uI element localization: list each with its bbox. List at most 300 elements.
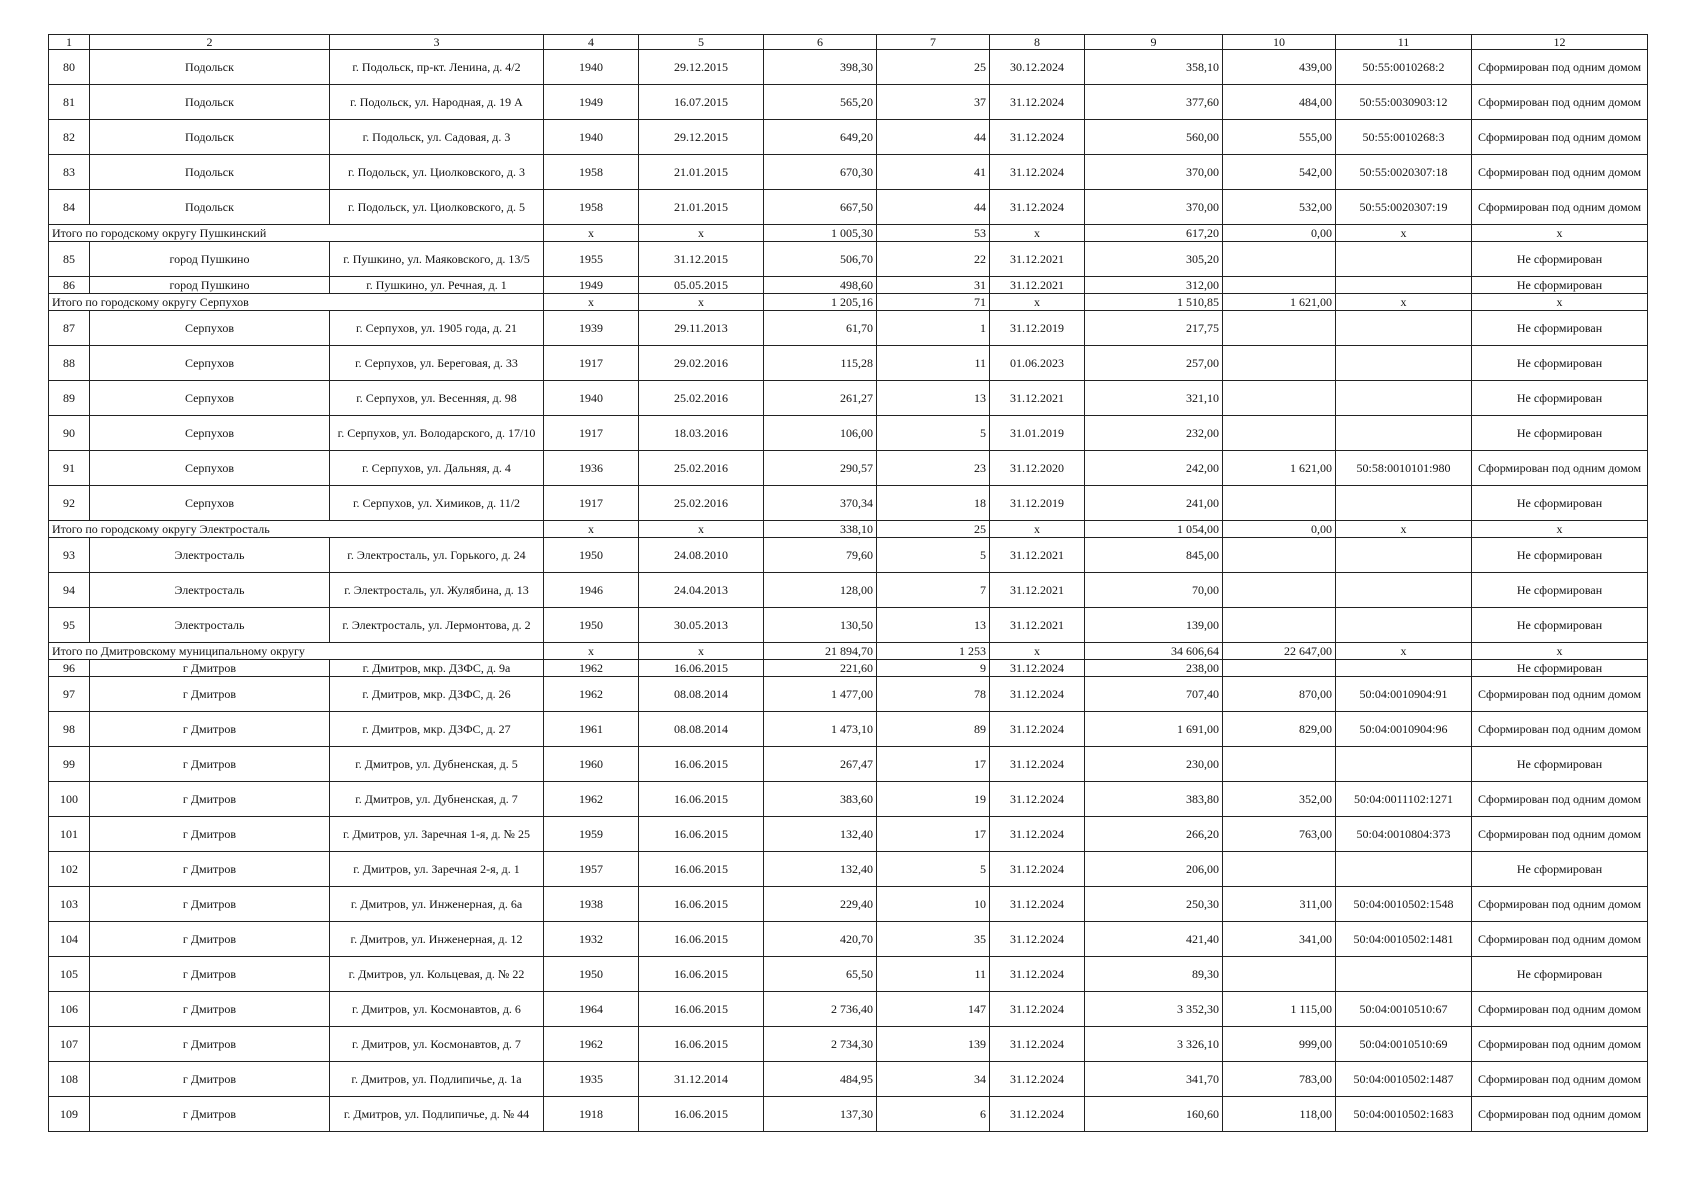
settlement-cell: город Пушкино bbox=[90, 242, 330, 277]
land-area-cell: 439,00 bbox=[1223, 50, 1336, 85]
address-cell: г. Электросталь, ул. Лермонтова, д. 2 bbox=[330, 608, 544, 643]
land-status-cell: Сформирован под одним домом bbox=[1472, 190, 1648, 225]
address-cell: г. Подольск, ул. Садовая, д. 3 bbox=[330, 120, 544, 155]
land-status-cell: Сформирован под одним домом bbox=[1472, 992, 1648, 1027]
occupied-area-cell: 257,00 bbox=[1085, 346, 1223, 381]
table-row bbox=[49, 277, 1648, 294]
subtotal-cell: 617,20 bbox=[1085, 225, 1223, 242]
date-recognized-cell: 31.12.2014 bbox=[639, 1062, 764, 1097]
subtotal-cell: х bbox=[1472, 521, 1648, 538]
address-cell: г. Серпухов, ул. 1905 года, д. 21 bbox=[330, 311, 544, 346]
address-cell: г. Дмитров, ул. Заречная 1-я, д. № 25 bbox=[330, 817, 544, 852]
settlement-cell: Серпухов bbox=[90, 486, 330, 521]
row-number-cell: 88 bbox=[49, 346, 90, 381]
date-recognized-cell: 16.06.2015 bbox=[639, 852, 764, 887]
build-year-cell: 1961 bbox=[544, 712, 639, 747]
cadastral-number-cell bbox=[1336, 538, 1472, 573]
row-number-cell: 83 bbox=[49, 155, 90, 190]
land-status-cell: Не сформирован bbox=[1472, 277, 1648, 294]
settlement-cell: Подольск bbox=[90, 155, 330, 190]
land-area-cell: 542,00 bbox=[1223, 155, 1336, 190]
land-status-cell: Сформирован под одним домом bbox=[1472, 887, 1648, 922]
land-status-cell: Не сформирован bbox=[1472, 381, 1648, 416]
land-status-cell: Не сформирован bbox=[1472, 311, 1648, 346]
cadastral-number-cell bbox=[1336, 747, 1472, 782]
subtotal-cell: 1 054,00 bbox=[1085, 521, 1223, 538]
settlement-cell: г Дмитров bbox=[90, 1097, 330, 1132]
address-cell: г. Дмитров, ул. Космонавтов, д. 6 bbox=[330, 992, 544, 1027]
column-number-cell: 7 bbox=[877, 35, 990, 50]
address-cell: г. Подольск, пр-кт. Ленина, д. 4/2 bbox=[330, 50, 544, 85]
address-cell: г. Пушкино, ул. Маяковского, д. 13/5 bbox=[330, 242, 544, 277]
resettle-date-cell: 31.12.2024 bbox=[990, 922, 1085, 957]
subtotal-row bbox=[49, 225, 1648, 242]
table-row bbox=[49, 1027, 1648, 1062]
land-area-cell bbox=[1223, 747, 1336, 782]
cadastral-number-cell: 50:04:0010510:67 bbox=[1336, 992, 1472, 1027]
settlement-cell: г Дмитров bbox=[90, 712, 330, 747]
table-row bbox=[49, 747, 1648, 782]
build-year-cell: 1950 bbox=[544, 957, 639, 992]
land-status-cell: Сформирован под одним домом bbox=[1472, 1097, 1648, 1132]
occupied-area-cell: 139,00 bbox=[1085, 608, 1223, 643]
subtotal-cell: х bbox=[1336, 521, 1472, 538]
settlement-cell: г Дмитров bbox=[90, 887, 330, 922]
residents-cell: 34 bbox=[877, 1062, 990, 1097]
build-year-cell: 1940 bbox=[544, 381, 639, 416]
resettle-date-cell: 31.12.2024 bbox=[990, 190, 1085, 225]
table-row bbox=[49, 346, 1648, 381]
occupied-area-cell: 305,20 bbox=[1085, 242, 1223, 277]
land-status-cell: Сформирован под одним домом bbox=[1472, 1027, 1648, 1062]
area-cell: 398,30 bbox=[764, 50, 877, 85]
area-cell: 261,27 bbox=[764, 381, 877, 416]
row-number-cell: 92 bbox=[49, 486, 90, 521]
address-cell: г. Дмитров, мкр. ДЗФС, д. 9а bbox=[330, 660, 544, 677]
area-cell: 221,60 bbox=[764, 660, 877, 677]
land-area-cell bbox=[1223, 486, 1336, 521]
occupied-area-cell: 370,00 bbox=[1085, 155, 1223, 190]
occupied-area-cell: 232,00 bbox=[1085, 416, 1223, 451]
land-status-cell: Сформирован под одним домом bbox=[1472, 85, 1648, 120]
settlement-cell: Подольск bbox=[90, 85, 330, 120]
residents-cell: 1 bbox=[877, 311, 990, 346]
land-area-cell: 1 115,00 bbox=[1223, 992, 1336, 1027]
land-area-cell: 870,00 bbox=[1223, 677, 1336, 712]
resettle-date-cell: 31.12.2024 bbox=[990, 817, 1085, 852]
cadastral-number-cell bbox=[1336, 957, 1472, 992]
area-cell: 267,47 bbox=[764, 747, 877, 782]
column-number-cell: 2 bbox=[90, 35, 330, 50]
resettle-date-cell: 31.12.2024 bbox=[990, 957, 1085, 992]
date-recognized-cell: 29.12.2015 bbox=[639, 50, 764, 85]
settlement-cell: Подольск bbox=[90, 120, 330, 155]
land-area-cell bbox=[1223, 573, 1336, 608]
land-status-cell: Не сформирован bbox=[1472, 346, 1648, 381]
occupied-area-cell: 160,60 bbox=[1085, 1097, 1223, 1132]
residents-cell: 23 bbox=[877, 451, 990, 486]
table-row bbox=[49, 782, 1648, 817]
settlement-cell: Серпухов bbox=[90, 416, 330, 451]
resettle-date-cell: 31.12.2024 bbox=[990, 852, 1085, 887]
resettle-date-cell: 31.12.2024 bbox=[990, 1027, 1085, 1062]
land-status-cell: Сформирован под одним домом bbox=[1472, 50, 1648, 85]
land-status-cell: Не сформирован bbox=[1472, 852, 1648, 887]
residents-cell: 7 bbox=[877, 573, 990, 608]
table-row bbox=[49, 85, 1648, 120]
row-number-cell: 106 bbox=[49, 992, 90, 1027]
table-row bbox=[49, 1062, 1648, 1097]
land-area-cell: 352,00 bbox=[1223, 782, 1336, 817]
address-cell: г. Дмитров, мкр. ДЗФС, д. 26 bbox=[330, 677, 544, 712]
settlement-cell: г Дмитров bbox=[90, 1062, 330, 1097]
address-cell: г. Серпухов, ул. Володарского, д. 17/10 bbox=[330, 416, 544, 451]
build-year-cell: 1960 bbox=[544, 747, 639, 782]
column-number-cell: 12 bbox=[1472, 35, 1648, 50]
address-cell: г. Дмитров, ул. Инженерная, д. 12 bbox=[330, 922, 544, 957]
area-cell: 115,28 bbox=[764, 346, 877, 381]
table-row bbox=[49, 190, 1648, 225]
occupied-area-cell: 377,60 bbox=[1085, 85, 1223, 120]
subtotal-cell: х bbox=[544, 521, 639, 538]
column-number-cell: 9 bbox=[1085, 35, 1223, 50]
table-row bbox=[49, 486, 1648, 521]
area-cell: 290,57 bbox=[764, 451, 877, 486]
date-recognized-cell: 25.02.2016 bbox=[639, 486, 764, 521]
subtotal-cell: х bbox=[990, 521, 1085, 538]
address-cell: г. Дмитров, ул. Космонавтов, д. 7 bbox=[330, 1027, 544, 1062]
row-number-cell: 108 bbox=[49, 1062, 90, 1097]
land-area-cell bbox=[1223, 311, 1336, 346]
row-number-cell: 102 bbox=[49, 852, 90, 887]
cadastral-number-cell: 50:04:0010904:96 bbox=[1336, 712, 1472, 747]
land-status-cell: Не сформирован bbox=[1472, 416, 1648, 451]
land-area-cell bbox=[1223, 277, 1336, 294]
occupied-area-cell: 312,00 bbox=[1085, 277, 1223, 294]
settlement-cell: Серпухов bbox=[90, 381, 330, 416]
row-number-cell: 103 bbox=[49, 887, 90, 922]
occupied-area-cell: 845,00 bbox=[1085, 538, 1223, 573]
resettle-date-cell: 31.12.2019 bbox=[990, 486, 1085, 521]
area-cell: 65,50 bbox=[764, 957, 877, 992]
date-recognized-cell: 16.06.2015 bbox=[639, 992, 764, 1027]
land-status-cell: Сформирован под одним домом bbox=[1472, 817, 1648, 852]
address-cell: г. Подольск, ул. Народная, д. 19 А bbox=[330, 85, 544, 120]
settlement-cell: г Дмитров bbox=[90, 817, 330, 852]
build-year-cell: 1950 bbox=[544, 608, 639, 643]
subtotal-cell: 1 253 bbox=[877, 643, 990, 660]
resettle-date-cell: 31.12.2024 bbox=[990, 120, 1085, 155]
address-cell: г. Дмитров, ул. Кольцевая, д. № 22 bbox=[330, 957, 544, 992]
cadastral-number-cell: 50:55:0010268:3 bbox=[1336, 120, 1472, 155]
row-number-cell: 80 bbox=[49, 50, 90, 85]
settlement-cell: г Дмитров bbox=[90, 747, 330, 782]
area-cell: 370,34 bbox=[764, 486, 877, 521]
build-year-cell: 1936 bbox=[544, 451, 639, 486]
resettle-date-cell: 31.12.2021 bbox=[990, 573, 1085, 608]
settlement-cell: Электросталь bbox=[90, 573, 330, 608]
subtotal-cell: х bbox=[1336, 643, 1472, 660]
area-cell: 132,40 bbox=[764, 817, 877, 852]
area-cell: 565,20 bbox=[764, 85, 877, 120]
land-status-cell: Не сформирован bbox=[1472, 660, 1648, 677]
subtotal-row bbox=[49, 294, 1648, 311]
row-number-cell: 107 bbox=[49, 1027, 90, 1062]
build-year-cell: 1958 bbox=[544, 190, 639, 225]
subtotal-label: Итого по городскому округу Электросталь bbox=[49, 521, 544, 538]
row-number-cell: 85 bbox=[49, 242, 90, 277]
date-recognized-cell: 21.01.2015 bbox=[639, 155, 764, 190]
residents-cell: 78 bbox=[877, 677, 990, 712]
row-number-cell: 91 bbox=[49, 451, 90, 486]
settlement-cell: г Дмитров bbox=[90, 852, 330, 887]
date-recognized-cell: 29.02.2016 bbox=[639, 346, 764, 381]
land-status-cell: Сформирован под одним домом bbox=[1472, 155, 1648, 190]
residents-cell: 25 bbox=[877, 50, 990, 85]
resettle-date-cell: 31.12.2024 bbox=[990, 782, 1085, 817]
subtotal-cell: х bbox=[990, 643, 1085, 660]
residents-cell: 37 bbox=[877, 85, 990, 120]
residents-cell: 35 bbox=[877, 922, 990, 957]
resettle-date-cell: 31.12.2024 bbox=[990, 1097, 1085, 1132]
subtotal-cell: х bbox=[639, 521, 764, 538]
build-year-cell: 1962 bbox=[544, 677, 639, 712]
cadastral-number-cell: 50:04:0010904:91 bbox=[1336, 677, 1472, 712]
cadastral-number-cell: 50:04:0010502:1683 bbox=[1336, 1097, 1472, 1132]
land-status-cell: Сформирован под одним домом bbox=[1472, 120, 1648, 155]
land-status-cell: Сформирован под одним домом bbox=[1472, 451, 1648, 486]
table-row bbox=[49, 50, 1648, 85]
resettle-date-cell: 01.06.2023 bbox=[990, 346, 1085, 381]
area-cell: 1 473,10 bbox=[764, 712, 877, 747]
address-cell: г. Серпухов, ул. Весенняя, д. 98 bbox=[330, 381, 544, 416]
resettle-date-cell: 31.12.2021 bbox=[990, 242, 1085, 277]
occupied-area-cell: 358,10 bbox=[1085, 50, 1223, 85]
build-year-cell: 1939 bbox=[544, 311, 639, 346]
subtotal-cell: 0,00 bbox=[1223, 225, 1336, 242]
area-cell: 1 477,00 bbox=[764, 677, 877, 712]
land-area-cell: 118,00 bbox=[1223, 1097, 1336, 1132]
build-year-cell: 1932 bbox=[544, 922, 639, 957]
build-year-cell: 1940 bbox=[544, 120, 639, 155]
subtotal-cell: х bbox=[1472, 225, 1648, 242]
cadastral-number-cell: 50:58:0010101:980 bbox=[1336, 451, 1472, 486]
cadastral-number-cell bbox=[1336, 242, 1472, 277]
settlement-cell: Серпухов bbox=[90, 311, 330, 346]
occupied-area-cell: 70,00 bbox=[1085, 573, 1223, 608]
land-status-cell: Сформирован под одним домом bbox=[1472, 712, 1648, 747]
row-number-cell: 99 bbox=[49, 747, 90, 782]
cadastral-number-cell: 50:55:0010268:2 bbox=[1336, 50, 1472, 85]
table-row bbox=[49, 120, 1648, 155]
subtotal-cell: х bbox=[990, 225, 1085, 242]
column-number-cell: 5 bbox=[639, 35, 764, 50]
land-status-cell: Не сформирован bbox=[1472, 608, 1648, 643]
row-number-cell: 96 bbox=[49, 660, 90, 677]
settlement-cell: г Дмитров bbox=[90, 660, 330, 677]
occupied-area-cell: 266,20 bbox=[1085, 817, 1223, 852]
build-year-cell: 1958 bbox=[544, 155, 639, 190]
date-recognized-cell: 08.08.2014 bbox=[639, 712, 764, 747]
subtotal-cell: х bbox=[639, 643, 764, 660]
subtotal-cell: 1 005,30 bbox=[764, 225, 877, 242]
residents-cell: 13 bbox=[877, 381, 990, 416]
table-row bbox=[49, 155, 1648, 190]
area-cell: 137,30 bbox=[764, 1097, 877, 1132]
date-recognized-cell: 16.06.2015 bbox=[639, 887, 764, 922]
resettle-date-cell: 31.12.2021 bbox=[990, 538, 1085, 573]
address-cell: г. Пушкино, ул. Речная, д. 1 bbox=[330, 277, 544, 294]
address-cell: г. Подольск, ул. Циолковского, д. 3 bbox=[330, 155, 544, 190]
area-cell: 2 736,40 bbox=[764, 992, 877, 1027]
settlement-cell: г Дмитров bbox=[90, 1027, 330, 1062]
land-area-cell bbox=[1223, 852, 1336, 887]
table-row bbox=[49, 451, 1648, 486]
area-cell: 79,60 bbox=[764, 538, 877, 573]
row-number-cell: 95 bbox=[49, 608, 90, 643]
row-number-cell: 100 bbox=[49, 782, 90, 817]
date-recognized-cell: 16.06.2015 bbox=[639, 817, 764, 852]
build-year-cell: 1949 bbox=[544, 277, 639, 294]
settlement-cell: Серпухов bbox=[90, 346, 330, 381]
cadastral-number-cell: 50:04:0010502:1481 bbox=[1336, 922, 1472, 957]
cadastral-number-cell: 50:04:0011102:1271 bbox=[1336, 782, 1472, 817]
table-row bbox=[49, 573, 1648, 608]
residents-cell: 5 bbox=[877, 538, 990, 573]
occupied-area-cell: 1 691,00 bbox=[1085, 712, 1223, 747]
resettle-date-cell: 31.12.2024 bbox=[990, 85, 1085, 120]
table-row bbox=[49, 677, 1648, 712]
table-row bbox=[49, 660, 1648, 677]
settlement-cell: Подольск bbox=[90, 50, 330, 85]
residents-cell: 89 bbox=[877, 712, 990, 747]
cadastral-number-cell bbox=[1336, 277, 1472, 294]
occupied-area-cell: 321,10 bbox=[1085, 381, 1223, 416]
build-year-cell: 1935 bbox=[544, 1062, 639, 1097]
residents-cell: 5 bbox=[877, 852, 990, 887]
build-year-cell: 1917 bbox=[544, 346, 639, 381]
subtotal-cell: 338,10 bbox=[764, 521, 877, 538]
land-area-cell bbox=[1223, 346, 1336, 381]
resettle-date-cell: 31.12.2021 bbox=[990, 608, 1085, 643]
residents-cell: 13 bbox=[877, 608, 990, 643]
area-cell: 383,60 bbox=[764, 782, 877, 817]
row-number-cell: 86 bbox=[49, 277, 90, 294]
register-table bbox=[48, 34, 1648, 1132]
subtotal-cell: 21 894,70 bbox=[764, 643, 877, 660]
resettle-date-cell: 31.12.2024 bbox=[990, 712, 1085, 747]
build-year-cell: 1959 bbox=[544, 817, 639, 852]
settlement-cell: г Дмитров bbox=[90, 782, 330, 817]
area-cell: 670,30 bbox=[764, 155, 877, 190]
address-cell: г. Серпухов, ул. Химиков, д. 11/2 bbox=[330, 486, 544, 521]
address-cell: г. Электросталь, ул. Жулябина, д. 13 bbox=[330, 573, 544, 608]
residents-cell: 17 bbox=[877, 817, 990, 852]
subtotal-cell: х bbox=[990, 294, 1085, 311]
occupied-area-cell: 238,00 bbox=[1085, 660, 1223, 677]
area-cell: 132,40 bbox=[764, 852, 877, 887]
residents-cell: 44 bbox=[877, 120, 990, 155]
date-recognized-cell: 31.12.2015 bbox=[639, 242, 764, 277]
area-cell: 61,70 bbox=[764, 311, 877, 346]
subtotal-cell: х bbox=[1336, 225, 1472, 242]
residents-cell: 10 bbox=[877, 887, 990, 922]
resettle-date-cell: 31.12.2024 bbox=[990, 887, 1085, 922]
row-number-cell: 81 bbox=[49, 85, 90, 120]
land-status-cell: Сформирован под одним домом bbox=[1472, 1062, 1648, 1097]
cadastral-number-cell bbox=[1336, 608, 1472, 643]
subtotal-cell: х bbox=[544, 294, 639, 311]
date-recognized-cell: 16.06.2015 bbox=[639, 660, 764, 677]
date-recognized-cell: 05.05.2015 bbox=[639, 277, 764, 294]
build-year-cell: 1940 bbox=[544, 50, 639, 85]
date-recognized-cell: 30.05.2013 bbox=[639, 608, 764, 643]
build-year-cell: 1917 bbox=[544, 416, 639, 451]
land-status-cell: Не сформирован bbox=[1472, 573, 1648, 608]
area-cell: 106,00 bbox=[764, 416, 877, 451]
area-cell: 229,40 bbox=[764, 887, 877, 922]
resettle-date-cell: 31.12.2019 bbox=[990, 311, 1085, 346]
occupied-area-cell: 3 326,10 bbox=[1085, 1027, 1223, 1062]
resettle-date-cell: 31.12.2024 bbox=[990, 155, 1085, 190]
residents-cell: 6 bbox=[877, 1097, 990, 1132]
occupied-area-cell: 242,00 bbox=[1085, 451, 1223, 486]
table-row bbox=[49, 992, 1648, 1027]
resettle-date-cell: 31.12.2024 bbox=[990, 677, 1085, 712]
cadastral-number-cell: 50:04:0010804:373 bbox=[1336, 817, 1472, 852]
land-status-cell: Сформирован под одним домом bbox=[1472, 922, 1648, 957]
date-recognized-cell: 21.01.2015 bbox=[639, 190, 764, 225]
cadastral-number-cell: 50:55:0030903:12 bbox=[1336, 85, 1472, 120]
subtotal-label: Итого по городскому округу Серпухов bbox=[49, 294, 544, 311]
area-cell: 498,60 bbox=[764, 277, 877, 294]
address-cell: г. Дмитров, мкр. ДЗФС, д. 27 bbox=[330, 712, 544, 747]
occupied-area-cell: 206,00 bbox=[1085, 852, 1223, 887]
area-cell: 128,00 bbox=[764, 573, 877, 608]
resettle-date-cell: 31.12.2024 bbox=[990, 1062, 1085, 1097]
cadastral-number-cell: 50:04:0010510:69 bbox=[1336, 1027, 1472, 1062]
subtotal-cell: 1 205,16 bbox=[764, 294, 877, 311]
area-cell: 649,20 bbox=[764, 120, 877, 155]
cadastral-number-cell: 50:55:0020307:19 bbox=[1336, 190, 1472, 225]
settlement-cell: г Дмитров bbox=[90, 922, 330, 957]
date-recognized-cell: 08.08.2014 bbox=[639, 677, 764, 712]
residents-cell: 17 bbox=[877, 747, 990, 782]
subtotal-cell: х bbox=[639, 225, 764, 242]
subtotal-cell: х bbox=[544, 643, 639, 660]
column-number-cell: 6 bbox=[764, 35, 877, 50]
area-cell: 667,50 bbox=[764, 190, 877, 225]
build-year-cell: 1917 bbox=[544, 486, 639, 521]
residents-cell: 44 bbox=[877, 190, 990, 225]
subtotal-row bbox=[49, 643, 1648, 660]
residents-cell: 139 bbox=[877, 1027, 990, 1062]
table-row bbox=[49, 311, 1648, 346]
area-cell: 2 734,30 bbox=[764, 1027, 877, 1062]
residents-cell: 147 bbox=[877, 992, 990, 1027]
date-recognized-cell: 24.04.2013 bbox=[639, 573, 764, 608]
residents-cell: 18 bbox=[877, 486, 990, 521]
land-area-cell bbox=[1223, 957, 1336, 992]
subtotal-cell: 34 606,64 bbox=[1085, 643, 1223, 660]
register-table-body bbox=[49, 35, 1648, 1132]
table-row bbox=[49, 608, 1648, 643]
resettle-date-cell: 30.12.2024 bbox=[990, 50, 1085, 85]
land-area-cell: 763,00 bbox=[1223, 817, 1336, 852]
cadastral-number-cell bbox=[1336, 573, 1472, 608]
subtotal-label: Итого по Дмитровскому муниципальному округу bbox=[49, 643, 544, 660]
land-area-cell: 555,00 bbox=[1223, 120, 1336, 155]
